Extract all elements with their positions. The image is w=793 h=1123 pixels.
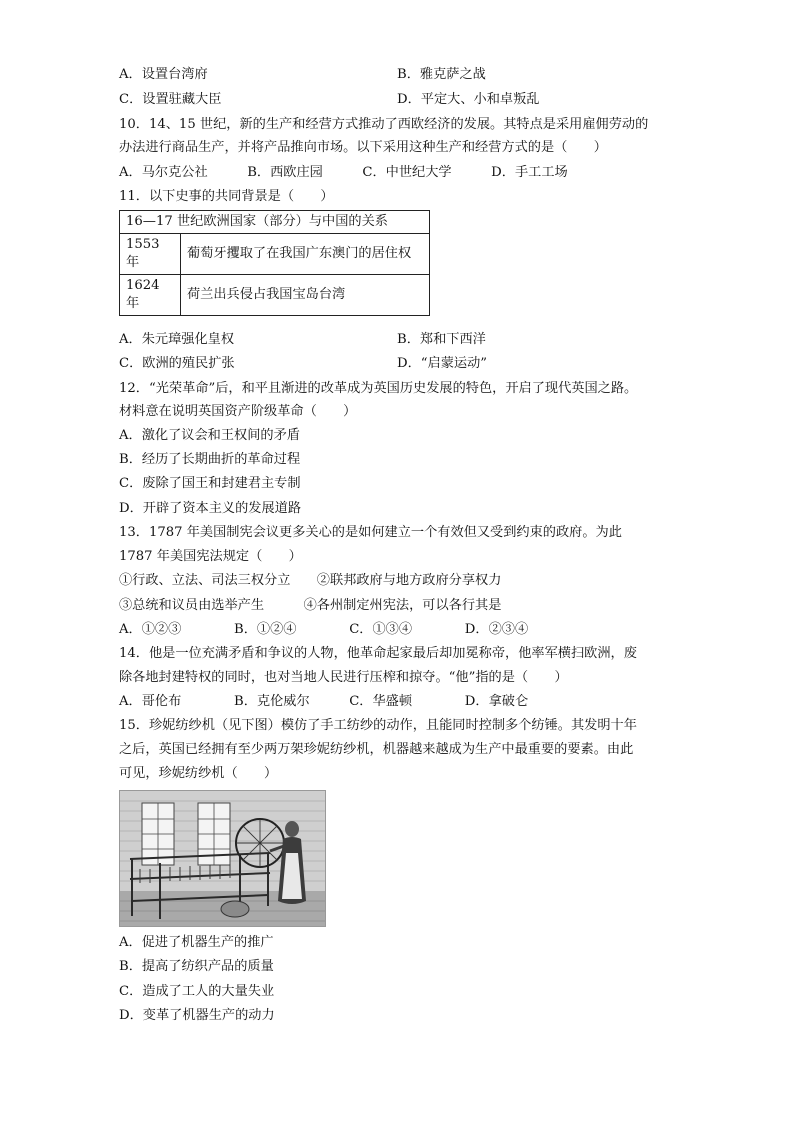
q11-option-a: A．朱元璋强化皇权	[119, 332, 235, 347]
q11-option-c: C．欧洲的殖民扩张	[119, 356, 235, 371]
q13-items-line1: ①行政、立法、司法三权分立 ②联邦政府与地方政府分享权力	[119, 573, 502, 588]
q13-stem-line1: 13．1787 年美国制宪会议更多关心的是如何建立一个有效但又受到约束的政府。为此	[119, 525, 622, 540]
spinning-jenny-illustration	[119, 790, 326, 927]
q13-items-line2: ③总统和议员由选举产生 ④各州制定州宪法，可以各行其是	[119, 598, 502, 613]
q10-stem-line2: 办法进行商品生产，并将产品推向市场。以下采用这种生产和经营方式的是（ ）	[119, 140, 607, 155]
year-number: 1624	[126, 278, 160, 293]
q15-option-d: D．变革了机器生产的动力	[119, 1008, 275, 1023]
year-unit: 年	[126, 255, 140, 270]
q11-option-d: D．“启蒙运动”	[397, 356, 487, 371]
q11-stem: 11．以下史事的共同背景是（ ）	[119, 189, 334, 204]
q9-option-a: A．设置台湾府	[119, 67, 208, 82]
q10-options: A．马尔克公社 B．西欧庄园 C．中世纪大学 D．手工工场	[119, 165, 568, 180]
year-unit: 年	[126, 296, 140, 311]
q15-option-c: C．造成了工人的大量失业	[119, 984, 275, 999]
q12-option-c: C．废除了国王和封建君主专制	[119, 476, 301, 491]
q12-option-a: A．激化了议会和王权间的矛盾	[119, 428, 300, 443]
q15-stem-line3: 可见，珍妮纺纱机（ ）	[119, 766, 278, 781]
q13-options: A．①②③ B．①②④ C．①③④ D．②③④	[119, 622, 529, 637]
q15-stem-line2: 之后，英国已经拥有至少两万架珍妮纺纱机，机器越来越成为生产中最重要的要素。由此	[119, 742, 634, 757]
q11-history-table	[119, 210, 430, 316]
q11-option-b: B．郑和下西洋	[397, 332, 486, 347]
table-row	[120, 275, 430, 316]
q14-stem-line1: 14．他是一位充满矛盾和争议的人物，他革命起家最后却加冕称帝，他率军横扫欧洲，废	[119, 646, 637, 661]
q15-stem-line1: 15．珍妮纺纱机（见下图）模仿了手工纺纱的动作，且能同时控制多个纺锤。其发明十年	[119, 718, 637, 733]
table-header-row	[120, 211, 430, 234]
year-number: 1553	[126, 237, 160, 252]
q12-stem-line1: 12．“光荣革命”后，和平且渐进的改革成为英国历史发展的特色，开启了现代英国之路。	[119, 381, 638, 396]
q14-options: A．哥伦布 B．克伦威尔 C．华盛顿 D．拿破仑	[119, 694, 529, 709]
q15-option-b: B．提高了纺织产品的质量	[119, 959, 274, 974]
table-cell-event: 荷兰出兵侵占我国宝岛台湾	[181, 275, 430, 316]
q9-option-c: C．设置驻藏大臣	[119, 92, 222, 107]
q12-option-d: D．开辟了资本主义的发展道路	[119, 501, 302, 516]
q13-stem-line2: 1787 年美国宪法规定（ ）	[119, 549, 302, 564]
table-header: 16—17 世纪欧洲国家（部分）与中国的关系	[120, 211, 430, 234]
q9-option-d: D．平定大、小和卓叛乱	[397, 92, 540, 107]
q14-stem-line2: 除各地封建特权的同时，也对当地人民进行压榨和掠夺。“他”指的是（ ）	[119, 670, 568, 685]
q15-option-a: A．促进了机器生产的推广	[119, 935, 274, 950]
table-cell-year	[120, 275, 181, 316]
q9-option-b: B．雅克萨之战	[397, 67, 486, 82]
table-row	[120, 234, 430, 275]
q10-stem-line1: 10．14、15 世纪，新的生产和经营方式推动了西欧经济的发展。其特点是采用雇佣劳动的	[119, 117, 649, 132]
q12-stem-line2: 材料意在说明英国资产阶级革命（ ）	[119, 404, 357, 419]
table-cell-year	[120, 234, 181, 275]
table-cell-event: 葡萄牙攫取了在我国广东澳门的居住权	[181, 234, 430, 275]
q12-option-b: B．经历了长期曲折的革命过程	[119, 452, 301, 467]
